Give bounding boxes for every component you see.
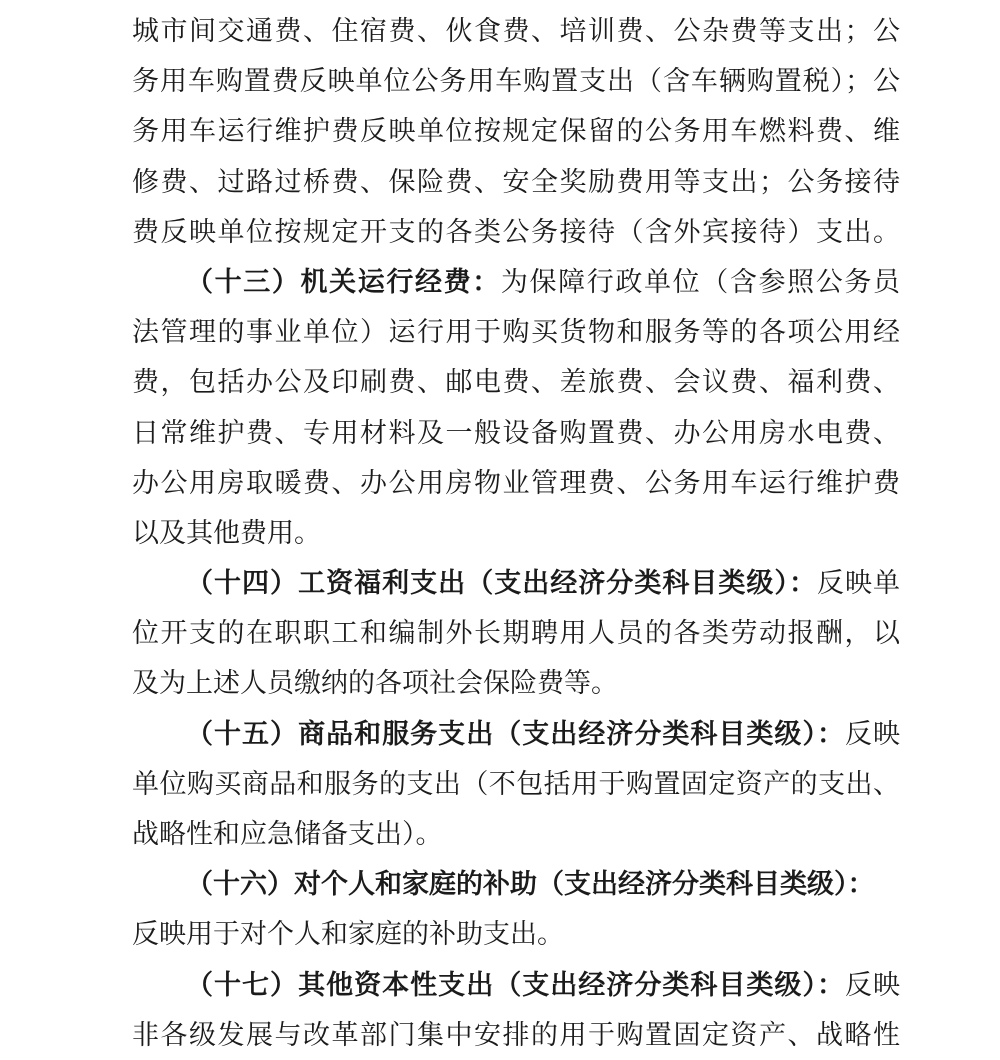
document-line [132, 859, 900, 909]
document-line [132, 157, 900, 207]
body-text: 城市间交通费、住宿费、伙食费、培训费、公杂费等支出；公 [132, 16, 900, 46]
section-heading-text: （十四）工资福利支出（支出经济分类科目类级）： [186, 568, 817, 599]
section-heading-text: （十五）商品和服务支出（支出经济分类科目类级）： [186, 718, 845, 749]
body-text: 费反映单位按规定开支的各类公务接待（含外宾接待）支出。 [132, 216, 900, 247]
document-line [132, 1010, 900, 1060]
section-heading-text: （十六）对个人和家庭的补助（支出经济分类科目类级）： [186, 869, 875, 900]
body-text: 务用车购置费反映单位公务用车购置支出（含车辆购置税）；公 [132, 66, 900, 97]
section-heading-text: （十三）机关运行经费： [186, 266, 501, 297]
document-line [132, 508, 900, 558]
document-line [132, 257, 900, 307]
body-text: 修费、过路过桥费、保险费、安全奖励费用等支出；公务接待 [132, 166, 900, 197]
body-text: 以及其他费用。 [132, 517, 321, 548]
section-heading-text: （十七）其他资本性支出（支出经济分类科目类级）： [186, 969, 845, 1000]
body-text: 反映 [844, 969, 900, 1000]
document-line [132, 658, 900, 708]
body-text: 位开支的在职职工和编制外长期聘用人员的各类劳动报酬，以 [132, 618, 900, 649]
body-text: 为保障行政单位（含参照公务员 [500, 266, 900, 297]
body-text: 办公用房取暖费、办公用房物业管理费、公务用车运行维护费 [132, 467, 900, 498]
document-line [132, 759, 900, 809]
document-line [132, 6, 900, 56]
document-line [132, 408, 900, 458]
document-line [132, 909, 900, 959]
body-text: 反映用于对个人和家庭的补助支出。 [132, 919, 564, 950]
document-line [132, 307, 900, 357]
document-line [132, 960, 900, 1010]
document-line [132, 558, 900, 608]
document-line [132, 106, 900, 156]
document-page [132, 6, 900, 1060]
document-line [132, 56, 900, 106]
body-text: 反映单 [816, 568, 900, 599]
body-text: 非各级发展与改革部门集中安排的用于购置固定资产、战略性 [132, 1019, 900, 1050]
body-text: 单位购买商品和服务的支出（不包括用于购置固定资产的支出、 [132, 768, 900, 799]
document-line [132, 608, 900, 658]
body-text: 费，包括办公及印刷费、邮电费、差旅费、会议费、福利费、 [132, 367, 900, 398]
body-text: 法管理的事业单位）运行用于购买货物和服务等的各项公用经 [132, 317, 900, 348]
document-body [132, 6, 900, 1060]
document-line [132, 458, 900, 508]
body-text: 及为上述人员缴纳的各项社会保险费等。 [132, 668, 618, 699]
body-text: 日常维护费、专用材料及一般设备购置费、办公用房水电费、 [132, 417, 900, 448]
body-text: 战略性和应急储备支出）。 [132, 819, 443, 849]
body-text: 反映 [844, 718, 900, 749]
document-line [132, 809, 900, 859]
document-line [132, 207, 900, 257]
document-line [132, 709, 900, 759]
body-text: 务用车运行维护费反映单位按规定保留的公务用车燃料费、维 [132, 116, 900, 147]
document-line [132, 357, 900, 407]
